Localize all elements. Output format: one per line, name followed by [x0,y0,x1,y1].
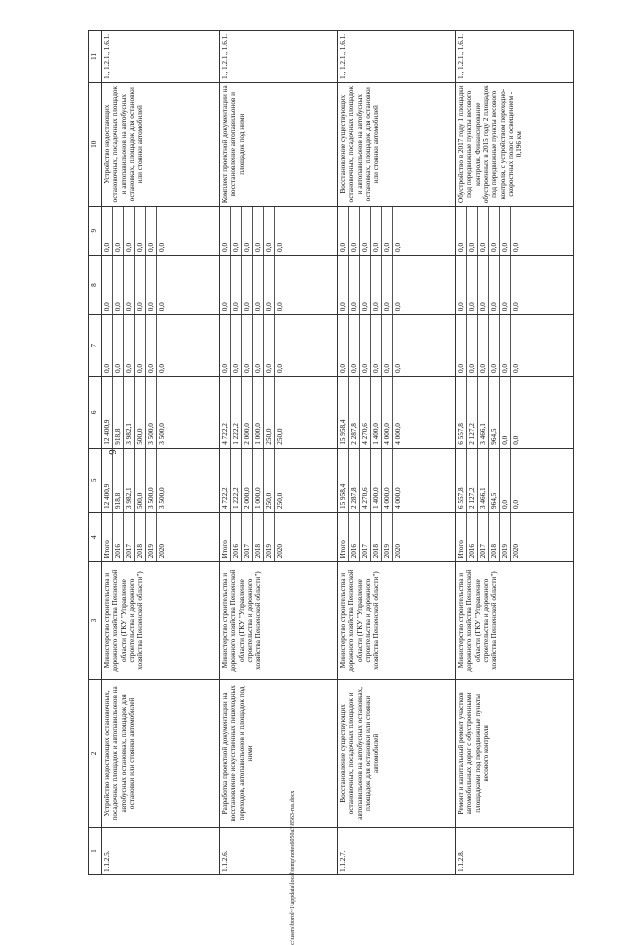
other-sources-col-value: 0,0 [276,242,284,252]
local-budget-col-value: 0,0 [338,256,349,314]
years-col [220,512,338,561]
row-id: 1.1.2.5. [102,828,220,875]
other-sources-col-value: 0,0 [512,242,520,252]
other-sources-col [220,206,338,255]
total-col-value: 3 500,0 [146,449,157,512]
total-col-value: 2 000,0 [242,449,253,512]
total-col-value: 6 557,8 [456,449,467,512]
local-budget-col [456,255,574,314]
other-sources-col-value: 0,0 [489,207,500,255]
expected-result: Устройство недостающих остановочных, посадочных площадок и автопавильонов на автобусных остановках, площадок для остановки или стоянки автомобилей [102,82,220,206]
total-col-value: 12 400,9 [102,449,113,512]
total-col [220,448,338,512]
regional-budget-col-value: 3 466,1 [478,377,489,448]
local-budget-col-value: 0,0 [456,256,467,314]
header-col-6: 6 [89,377,102,449]
regional-budget-col-value: 4 722,2 [220,377,231,448]
other-sources-col-value: 0,0 [467,207,478,255]
years-col-value: 2020 [276,544,284,559]
federal-budget-col-value: 0,0 [349,315,360,376]
total-col [338,448,456,512]
header-col-5: 5 [89,448,102,512]
local-budget-col-value: 0,0 [394,302,402,312]
federal-budget-col-value: 0,0 [158,364,166,374]
local-budget-col-value: 0,0 [360,256,371,314]
indicator-ref: 1., 1.2.1., 1.6.1. [338,31,456,83]
total-col-value: 15 958,4 [338,449,349,512]
footer-file-path: c:\users\borol~1\appdata\local\temp\notes6050a3\8563-rus.docx [290,790,296,945]
total-col-value: 1 400,0 [371,449,382,512]
total-col-value: 3 466,1 [478,449,489,512]
regional-budget-col-value: 4 270,6 [360,377,371,448]
header-col-11: 11 [89,31,102,83]
header-col-7: 7 [89,315,102,377]
executor: Министерство строительства и дорожного хозяйства Пензенской области (ГКУ "Управление строительства и дорожного хозяйства Пензенской области") [456,562,574,679]
total-col-value: 1 000,0 [253,449,264,512]
federal-budget-col-value: 0,0 [113,315,124,376]
years-col-value: 2020 [512,544,520,559]
federal-budget-col-value: 0,0 [394,364,402,374]
other-sources-col-value: 0,0 [456,207,467,255]
header-col-4: 4 [89,512,102,561]
measure-name: Устройство недостающих остановочных, посадочных площадок и автопавильонов на автобусных остановках, площадок для остановки или стоянки автомобилей [102,679,220,827]
local-budget-col-value: 0,0 [242,256,253,314]
federal-budget-col-value: 0,0 [102,315,113,376]
local-budget-col-value: 0,0 [231,256,242,314]
federal-budget-col-value: 0,0 [264,315,275,376]
other-sources-col-value: 0,0 [231,207,242,255]
local-budget-col-value: 0,0 [489,256,500,314]
expected-result: Восстановление существующих остановочных, посадочных площадок и автопавильонов на автобусных остановках, площадок для остановки или стоянки автомобилей [338,82,456,206]
regional-budget-col-value: 6 557,8 [456,377,467,448]
header-col-9: 9 [89,206,102,255]
other-sources-col-value: 0,0 [158,242,166,252]
other-sources-col-value: 0,0 [242,207,253,255]
header-col-1: 1 [89,828,102,875]
regional-budget-col-value: 3 982,1 [124,377,135,448]
years-col-value: Итого [338,513,349,561]
regional-budget-col-value: 3 500,0 [158,423,166,445]
other-sources-col-value: 0,0 [146,207,157,255]
other-sources-col [102,206,220,255]
local-budget-col-value: 0,0 [102,256,113,314]
total-col-value: 0,0 [500,449,511,512]
table-row [220,31,338,875]
program-table [88,30,574,875]
total-col-value: 2 287,8 [349,449,360,512]
other-sources-col-value: 0,0 [253,207,264,255]
regional-budget-col-value: 3 500,0 [146,377,157,448]
federal-budget-col-value: 0,0 [500,315,511,376]
federal-budget-col [456,315,574,377]
regional-budget-col-value: 15 958,4 [338,377,349,448]
years-col-value: 2016 [467,513,478,561]
years-col-value: 2019 [146,513,157,561]
federal-budget-col-value: 0,0 [489,315,500,376]
total-col [102,448,220,512]
federal-budget-col-value: 0,0 [124,315,135,376]
table-body [102,31,574,875]
expected-result: Обустройство в 2017 году 1 площадки под передвижные пункты весового контроля. Финансирование обустроенных в 2015 году 2 площадок под передвижные пункты весового контроля, с устройством переходно-скоростных полос и освещением - 0,196 км [456,82,574,206]
other-sources-col-value: 0,0 [394,242,402,252]
regional-budget-col [102,377,220,449]
local-budget-col-value: 0,0 [146,256,157,314]
local-budget-col-value: 0,0 [253,256,264,314]
federal-budget-col-value: 0,0 [338,315,349,376]
federal-budget-col-value: 0,0 [456,315,467,376]
other-sources-col-value: 0,0 [135,207,146,255]
executor: Министерство строительства и дорожного хозяйства Пензенской области (ГКУ "Управление строительства и дорожного хозяйства Пензенской области") [102,562,220,679]
regional-budget-col-value: 250,0 [264,377,275,448]
total-col-value: 964,5 [489,449,500,512]
local-budget-col-value: 0,0 [478,256,489,314]
other-sources-col-value: 0,0 [220,207,231,255]
years-col [338,512,456,561]
local-budget-col-value: 0,0 [467,256,478,314]
regional-budget-col-value: 1 222,2 [231,377,242,448]
other-sources-col [456,206,574,255]
other-sources-col-value: 0,0 [360,207,371,255]
rotated-table-container [88,30,583,875]
other-sources-col-value: 0,0 [264,207,275,255]
total-col-value: 250,0 [264,449,275,512]
local-budget-col [338,255,456,314]
federal-budget-col [220,315,338,377]
total-col-value: 4 270,6 [360,449,371,512]
federal-budget-col-value: 0,0 [382,315,393,376]
regional-budget-col [220,377,338,449]
regional-budget-col-value: 918,8 [113,377,124,448]
federal-budget-col [338,315,456,377]
federal-budget-col-value: 0,0 [231,315,242,376]
local-budget-col-value: 0,0 [264,256,275,314]
federal-budget-col-value: 0,0 [253,315,264,376]
total-col-value: 4 000,0 [394,487,402,509]
federal-budget-col-value: 0,0 [478,315,489,376]
total-col-value: 3 500,0 [158,487,166,509]
header-col-2: 2 [89,679,102,827]
years-col-value: Итого [456,513,467,561]
years-col-value: 2019 [382,513,393,561]
table-row [338,31,456,875]
other-sources-col-value: 0,0 [478,207,489,255]
local-budget-col-value: 0,0 [158,302,166,312]
federal-budget-col-value: 0,0 [220,315,231,376]
other-sources-col-value: 0,0 [338,207,349,255]
regional-budget-col [338,377,456,449]
measure-name: Разработка проектной документации на восстановление искусственных пешеходных переходов, автопавильонов и площадок под ними [220,679,338,827]
regional-budget-col-value: 2 287,8 [349,377,360,448]
federal-budget-col-value: 0,0 [242,315,253,376]
total-col-value: 4 722,2 [220,449,231,512]
federal-budget-col-value: 0,0 [371,315,382,376]
regional-budget-col-value: 0,0 [500,377,511,448]
other-sources-col-value: 0,0 [382,207,393,255]
regional-budget-col-value: 12 400,9 [102,377,113,448]
years-col-value: 2016 [231,513,242,561]
table-row [456,31,574,875]
years-col-value: Итого [102,513,113,561]
total-col-value: 500,0 [135,449,146,512]
local-budget-col [102,255,220,314]
federal-budget-col-value: 0,0 [135,315,146,376]
years-col-value: 2017 [360,513,371,561]
row-id: 1.1.2.6. [220,828,338,875]
federal-budget-col [102,315,220,377]
years-col-value: Итого [220,513,231,561]
header-col-10: 10 [89,82,102,206]
total-col-value: 250,0 [276,492,284,509]
executor: Министерство строительства и дорожного хозяйства Пензенской области (ГКУ "Управление строительства и дорожного хозяйства Пензенской области") [338,562,456,679]
measure-name: Восстановление существующих остановочных, посадочных площадок и автопавильонов на автобусных остановках, площадок для остановки или стоянки автомобилей [338,679,456,827]
regional-budget-col-value: 250,0 [276,428,284,445]
local-budget-col-value: 0,0 [220,256,231,314]
page-number: 6 [106,449,118,455]
federal-budget-col-value: 0,0 [360,315,371,376]
years-col-value: 2018 [135,513,146,561]
total-col-value: 2 127,2 [467,449,478,512]
local-budget-col-value: 0,0 [382,256,393,314]
years-col [456,512,574,561]
local-budget-col-value: 0,0 [512,302,520,312]
total-col-value: 1 222,2 [231,449,242,512]
regional-budget-col-value: 1 400,0 [371,377,382,448]
other-sources-col-value: 0,0 [102,207,113,255]
regional-budget-col-value: 1 000,0 [253,377,264,448]
other-sources-col-value: 0,0 [113,207,124,255]
years-col-value: 2020 [394,544,402,559]
regional-budget-col [456,377,574,449]
total-col-value: 0,0 [512,499,520,509]
other-sources-col-value: 0,0 [124,207,135,255]
header-col-8: 8 [89,255,102,314]
indicator-ref: 1., 1.2.1., 1.6.1. [220,31,338,83]
federal-budget-col-value: 0,0 [276,364,284,374]
expected-result: Комплект проектной документации на восстановление автопавильонов и площадок под ними [220,82,338,206]
header-col-3: 3 [89,562,102,679]
years-col-value: 2018 [371,513,382,561]
total-col [456,448,574,512]
federal-budget-col-value: 0,0 [467,315,478,376]
years-col-value: 2016 [113,513,124,561]
row-id: 1.1.2.8. [456,828,574,875]
regional-budget-col-value: 4 000,0 [394,423,402,445]
indicator-ref: 1., 1.2.1., 1.6.1. [102,31,220,83]
years-col [102,512,220,561]
local-budget-col-value: 0,0 [276,302,284,312]
regional-budget-col-value: 2 000,0 [242,377,253,448]
total-col-value: 918,8 [113,449,124,512]
regional-budget-col-value: 500,0 [135,377,146,448]
years-col-value: 2017 [478,513,489,561]
measure-name: Ремонт и капитальный ремонт участков автомобильных дорог с обустроенными площадками под передвижные пункты весового контроля [456,679,574,827]
other-sources-col-value: 0,0 [500,207,511,255]
local-budget-col-value: 0,0 [124,256,135,314]
local-budget-col-value: 0,0 [349,256,360,314]
regional-budget-col-value: 2 127,2 [467,377,478,448]
table-row [102,31,220,875]
years-col-value: 2019 [264,513,275,561]
years-col-value: 2017 [124,513,135,561]
local-budget-col-value: 0,0 [371,256,382,314]
other-sources-col [338,206,456,255]
years-col-value: 2018 [489,513,500,561]
local-budget-col [220,255,338,314]
regional-budget-col-value: 4 000,0 [382,377,393,448]
local-budget-col-value: 0,0 [113,256,124,314]
total-col-value: 4 000,0 [382,449,393,512]
total-col-value: 3 982,1 [124,449,135,512]
local-budget-col-value: 0,0 [135,256,146,314]
federal-budget-col-value: 0,0 [146,315,157,376]
local-budget-col-value: 0,0 [500,256,511,314]
regional-budget-col-value: 0,0 [512,435,520,445]
row-id: 1.1.2.7. [338,828,456,875]
header-row [89,31,102,875]
years-col-value: 2019 [500,513,511,561]
years-col-value: 2018 [253,513,264,561]
executor: Министерство строительства и дорожного хозяйства Пензенской области (ГКУ "Управление строительства и дорожного хозяйства Пензенской области") [220,562,338,679]
other-sources-col-value: 0,0 [349,207,360,255]
indicator-ref: 1., 1.2.1., 1.6.1. [456,31,574,83]
years-col-value: 2016 [349,513,360,561]
federal-budget-col-value: 0,0 [512,364,520,374]
years-col-value: 2020 [158,544,166,559]
years-col-value: 2017 [242,513,253,561]
other-sources-col-value: 0,0 [371,207,382,255]
regional-budget-col-value: 964,5 [489,377,500,448]
